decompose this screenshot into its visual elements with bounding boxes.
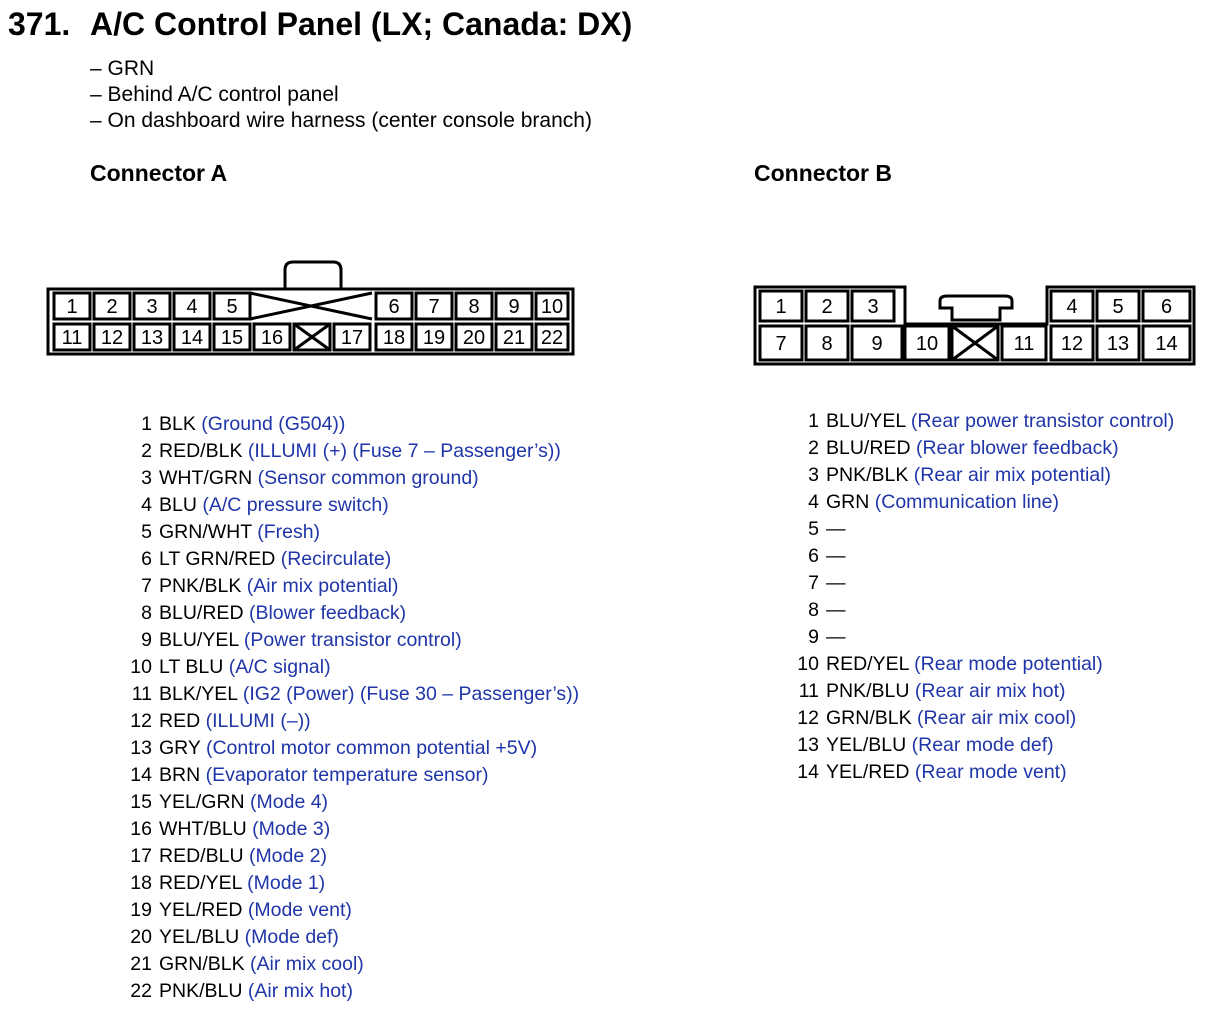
connector-b-pin-11-label: 11 [1013, 333, 1035, 355]
wire-color: WHT/GRN [159, 467, 253, 489]
connector-a-pin-row-20 [118, 924, 579, 951]
connector-a-pin-row-12 [118, 708, 579, 735]
connector-b-pin-row-3 [785, 462, 1174, 489]
pin-number: 14 [130, 764, 152, 786]
wire-color: — [826, 545, 846, 567]
pin-description: (Mode 4) [244, 791, 329, 813]
connector-a-pin-row-11 [118, 681, 579, 708]
connector-a-pin-7-label: 7 [428, 296, 440, 318]
pin-number: 1 [141, 413, 152, 435]
connector-b-pin-row-5 [785, 516, 1174, 543]
connector-b-pin-8-label: 8 [821, 333, 833, 355]
connector-a-pin-15-label: 15 [220, 327, 244, 349]
wire-color: BLU/RED [826, 437, 911, 459]
wire-color: GRN/BLK [826, 707, 912, 729]
connector-b-pin-10-label: 10 [915, 333, 939, 355]
connector-a-pin-row-5 [118, 519, 579, 546]
pin-description: (Air mix potential) [241, 575, 399, 597]
connector-a-pin-row-8 [118, 600, 579, 627]
pin-number: 6 [141, 548, 152, 570]
connector-b-pin-row-9 [785, 624, 1174, 651]
connector-b-pin-9-label: 9 [871, 333, 883, 355]
connector-a-pin-20-label: 20 [462, 327, 486, 349]
wire-color: — [826, 518, 846, 540]
wire-color: — [826, 626, 846, 648]
pin-number: 13 [797, 734, 819, 756]
pin-number: 17 [130, 845, 152, 867]
connector-a-pin-18-label: 18 [382, 327, 406, 349]
wire-color: — [826, 572, 846, 594]
connector-b-pin-row-10 [785, 651, 1174, 678]
connector-a-pin-row-2 [118, 438, 579, 465]
pin-number: 20 [130, 926, 152, 948]
wire-color: PNK/BLK [159, 575, 242, 597]
pin-number: 7 [141, 575, 152, 597]
connector-b-pin-6-label: 6 [1160, 296, 1173, 318]
pin-number: 4 [808, 491, 819, 513]
wire-color: GRY [159, 737, 201, 759]
wire-color: BLK [159, 413, 196, 435]
wire-color: RED/BLK [159, 440, 243, 462]
connector-b-pin-row-11 [785, 678, 1174, 705]
pin-description: (Rear air mix potential) [908, 464, 1112, 486]
connector-b-title: Connector B [754, 160, 892, 186]
connector-b-pin-5-label: 5 [1112, 296, 1124, 318]
connector-a-pin-2-label: 2 [106, 296, 118, 318]
wire-color: WHT/BLU [159, 818, 247, 840]
connector-a-pin-21-label: 21 [502, 327, 526, 349]
pin-number: 9 [808, 626, 819, 648]
pin-number: 16 [130, 818, 152, 840]
connector-b-pin-row-6 [785, 543, 1174, 570]
wire-color: BLU [159, 494, 197, 516]
pin-number: 2 [808, 437, 819, 459]
wire-color: LT BLU [159, 656, 224, 678]
pin-number: 9 [141, 629, 152, 651]
pin-description: (Rear air mix cool) [911, 707, 1077, 729]
wire-color: BRN [159, 764, 201, 786]
wire-color: GRN/WHT [159, 521, 252, 543]
pin-description: (Communication line) [869, 491, 1059, 513]
connector-a-pin-9-label: 9 [508, 296, 520, 318]
pin-description: (Mode 3) [246, 818, 331, 840]
pin-description: (Evaporator temperature sensor) [200, 764, 489, 786]
connector-a-pin-row-21 [118, 951, 579, 978]
wire-color: RED [159, 710, 201, 732]
connector-a-pin-row-13 [118, 735, 579, 762]
connector-b-pin-1-label: 1 [775, 296, 787, 318]
wire-color: LT GRN/RED [159, 548, 276, 570]
connector-a-pin-1-label: 1 [66, 296, 78, 318]
wire-color: YEL/RED [159, 899, 243, 921]
pin-number: 15 [130, 791, 152, 813]
connector-a-pin-19-label: 19 [422, 327, 446, 349]
connector-a-pin-4-label: 4 [186, 296, 198, 318]
pin-description: (Fresh) [251, 521, 321, 543]
connector-a-pin-16-label: 16 [260, 327, 284, 349]
info-line-harness: – On dashboard wire harness (center console branch) [90, 109, 592, 132]
pin-description: (Rear power transistor control) [905, 410, 1175, 432]
connector-a-pin-row-14 [118, 762, 579, 789]
wire-color: PNK/BLK [826, 464, 909, 486]
pin-number: 7 [808, 572, 819, 594]
wire-color: RED/YEL [826, 653, 909, 675]
connector-a-pin-row-10 [118, 654, 579, 681]
connector-b-lock-tab [940, 296, 1012, 320]
pin-number: 11 [798, 680, 819, 702]
wire-color: BLU/YEL [159, 629, 239, 651]
connector-a-pin-5-label: 5 [226, 296, 238, 318]
connector-b-pin-row-4 [785, 489, 1174, 516]
pin-number: 18 [130, 872, 152, 894]
pin-number: 4 [141, 494, 152, 516]
pin-number: 2 [141, 440, 152, 462]
pin-description: (IG2 (Power) (Fuse 30 – Passenger’s)) [237, 683, 580, 705]
wire-color: BLU/YEL [826, 410, 906, 432]
pin-description: (ILLUMI (+) (Fuse 7 – Passenger’s)) [242, 440, 561, 462]
connector-b-pin-row-12 [785, 705, 1174, 732]
pin-number: 3 [141, 467, 152, 489]
connector-a-pin-row-17 [118, 843, 579, 870]
pin-description: (Mode 1) [241, 872, 326, 894]
pin-number: 14 [797, 761, 819, 783]
connector-a-pin-12-label: 12 [100, 327, 124, 349]
connector-a-pin-22-label: 22 [540, 327, 564, 349]
connector-a-pin-row-1 [118, 411, 579, 438]
connector-b-pin-4-label: 4 [1066, 296, 1078, 318]
pin-description: (ILLUMI (–)) [200, 710, 311, 732]
wire-color: RED/BLU [159, 845, 244, 867]
pin-description: (Power transistor control) [238, 629, 462, 651]
connector-a-pin-row-15 [118, 789, 579, 816]
pin-description: (Rear mode vent) [909, 761, 1067, 783]
title-number: 371. [8, 6, 71, 42]
pin-number: 21 [130, 953, 152, 975]
connector-a-pin-row-6 [118, 546, 579, 573]
pin-description: (Ground (G504)) [195, 413, 346, 435]
wire-color: PNK/BLU [826, 680, 910, 702]
pin-number: 5 [808, 518, 819, 540]
wire-color: GRN [826, 491, 870, 513]
info-line-color: – GRN [90, 57, 155, 80]
wire-color: BLU/RED [159, 602, 244, 624]
connector-b-pin-14-label: 14 [1155, 333, 1178, 355]
connector-a-pin-13-label: 13 [140, 327, 164, 349]
wire-color: YEL/GRN [159, 791, 245, 813]
connector-b-pin-row-1 [785, 408, 1174, 435]
pin-description: (Rear air mix hot) [909, 680, 1066, 702]
wire-color: BLK/YEL [159, 683, 238, 705]
connector-a-pin-row-3 [118, 465, 579, 492]
connector-b-pin-row-2 [785, 435, 1174, 462]
pin-number: 22 [130, 980, 152, 1002]
pin-description: (Air mix hot) [242, 980, 353, 1002]
pin-number: 8 [808, 599, 819, 621]
wire-color: YEL/RED [826, 761, 910, 783]
connector-a-pin-row-7 [118, 573, 579, 600]
connector-b-pin-row-8 [785, 597, 1174, 624]
wire-color: PNK/BLU [159, 980, 243, 1002]
connector-a-pin-list [118, 411, 579, 1005]
pin-number: 19 [130, 899, 152, 921]
connector-a-pin-row-4 [118, 492, 579, 519]
pin-description: (Control motor common potential +5V) [200, 737, 538, 759]
pin-number: 11 [131, 683, 152, 705]
wire-color: YEL/BLU [159, 926, 240, 948]
wire-color: YEL/BLU [826, 734, 907, 756]
pin-description: (Mode vent) [242, 899, 352, 921]
connector-a-pin-17-label: 17 [340, 327, 364, 349]
connector-b-pin-row-14 [785, 759, 1174, 786]
connector-a-pin-row-9 [118, 627, 579, 654]
connector-a-title: Connector A [90, 160, 228, 186]
pin-description: (Sensor common ground) [252, 467, 479, 489]
pin-number: 1 [808, 410, 819, 432]
connector-b-pin-row-7 [785, 570, 1174, 597]
pin-description: (A/C pressure switch) [196, 494, 389, 516]
pin-description: (Air mix cool) [244, 953, 364, 975]
pin-number: 8 [141, 602, 152, 624]
pin-description: (Rear mode potential) [908, 653, 1103, 675]
connector-a-pin-row-18 [118, 870, 579, 897]
wire-color: GRN/BLK [159, 953, 245, 975]
pin-description: (Recirculate) [275, 548, 392, 570]
pin-number: 12 [130, 710, 152, 732]
pin-description: (Blower feedback) [243, 602, 407, 624]
connector-a-pin-10-label: 10 [540, 296, 564, 318]
connector-b-pin-3-label: 3 [867, 296, 879, 318]
connector-a-pin-row-22 [118, 978, 579, 1005]
pin-description: (Rear mode def) [906, 734, 1054, 756]
connector-a-pin-8-label: 8 [468, 296, 480, 318]
wire-color: — [826, 599, 846, 621]
pin-description: (Mode 2) [243, 845, 327, 867]
connector-a-pin-3-label: 3 [146, 296, 158, 318]
pin-number: 10 [130, 656, 152, 678]
connector-b-pin-13-label: 13 [1106, 333, 1130, 355]
connector-a-pin-row-19 [118, 897, 579, 924]
pin-number: 13 [130, 737, 152, 759]
connector-b-pin-7-label: 7 [775, 333, 787, 355]
connector-a-pin-row-16 [118, 816, 579, 843]
connector-b-pin-2-label: 2 [821, 296, 833, 318]
pin-number: 5 [141, 521, 152, 543]
connector-a-pin-14-label: 14 [180, 327, 204, 349]
pin-number: 6 [808, 545, 819, 567]
info-line-location: – Behind A/C control panel [90, 83, 339, 106]
title-text: A/C Control Panel (LX; Canada: DX) [90, 6, 633, 42]
pin-number: 3 [808, 464, 819, 486]
pin-number: 10 [797, 653, 819, 675]
pin-description: (Mode def) [239, 926, 339, 948]
connector-b-pin-12-label: 12 [1060, 333, 1084, 355]
connector-b-pin-row-13 [785, 732, 1174, 759]
connector-b-pin-list [785, 408, 1174, 786]
pin-number: 12 [797, 707, 819, 729]
pin-description: (Rear blower feedback) [910, 437, 1119, 459]
connector-a-pin-11-label: 11 [61, 327, 83, 349]
connector-a-pin-6-label: 6 [388, 296, 400, 318]
wire-color: RED/YEL [159, 872, 242, 894]
pin-description: (A/C signal) [223, 656, 331, 678]
